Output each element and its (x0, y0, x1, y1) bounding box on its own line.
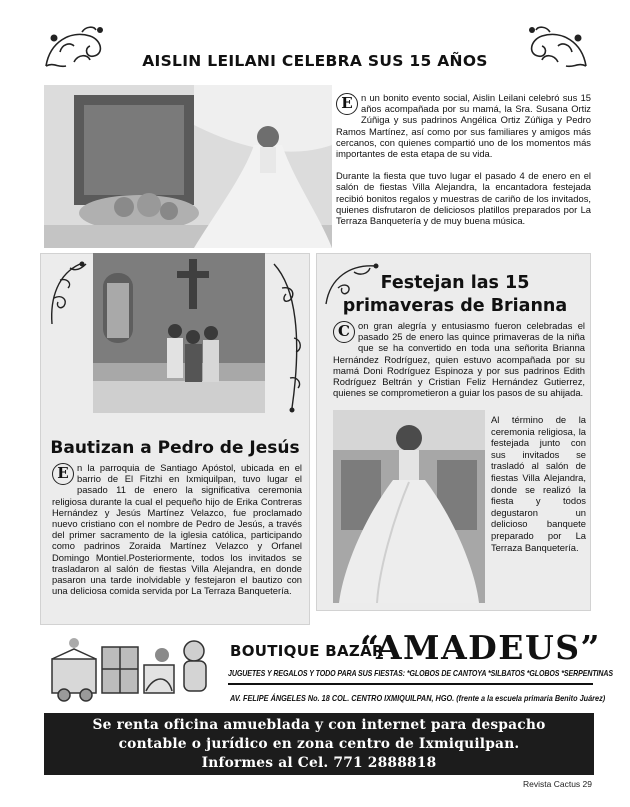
brianna-paragraph-2: Al término de la ceremonia religiosa, la festejada junto con sus invitados se trasladó al salón de fiestas Villa Alejandra, donde se realizó la fiesta y todos degustaron un delicioso banquete preparado por La Terraza Banquetería. (491, 414, 586, 553)
banner-line-3: Informes al Cel. 771 2888818 (201, 755, 437, 771)
bautizo-text (52, 462, 302, 596)
ad-boutique-label: BOUTIQUE BAZAR (230, 642, 384, 660)
banner-line-2: contable o jurídico en zona centro de Ixmiquilpan. (118, 736, 520, 752)
page-footer: Revista Cactus 29 (523, 779, 592, 789)
brianna-text (333, 320, 585, 398)
main-article-heading: AISLIN LEILANI CELEBRA SUS 15 AÑOS (142, 52, 488, 70)
brianna-headline (325, 272, 585, 318)
main-article-text (336, 92, 591, 226)
flourish-ornament-panel-left-right (266, 258, 308, 418)
brianna-headline-line-1: Festejan las 15 (380, 273, 530, 293)
brianna-text-2 (491, 414, 586, 553)
office-rent-banner (44, 713, 594, 775)
main-article-paragraph-2: Durante la fiesta que tuvo lugar el pasado 4 de enero en el salón de fiestas Villa Alejandra, la encantadora festejada recibió bonitos regalos y muestras de cariño de los invitados, quienes disfrutaron de deliciosos platillos preparados por La Terraza Banquetería y de muy buena música. (336, 170, 591, 227)
ad-divider (228, 683, 593, 685)
dropcap-c: C (333, 321, 355, 343)
brianna-photo (333, 410, 485, 603)
ad-address: AV. FELIPE ÁNGELES No. 18 COL. CENTRO IXMIQUILPAN, HGO. (frente a la escuela primaria Benito Juárez) (230, 693, 606, 703)
brianna-headline-line-2: primaveras de Brianna (342, 296, 568, 316)
bautizo-headline: Bautizan a Pedro de Jesús (50, 438, 300, 458)
toys-illustration-icon (44, 631, 219, 703)
ad-tagline: JUGUETES Y REGALOS Y TODO PARA SUS FIESTAS: *GLOBOS DE CANTOYA *SILBATOS *GLOBOS *SERPENTINAS (228, 668, 614, 678)
banner-line-1: Se renta oficina amueblada y con internet para despacho (92, 717, 546, 733)
brianna-paragraph-1: on gran alegría y entusiasmo fueron celebradas el pasado 25 de enero las quince primaveras de la niña que se ha convertido en toda una señorita Brianna Hernández Rodríguez, quien estuvo acompañada por su mamá Doni Rodríguez Espinoza y por sus padrinos Edith Rodríguez Beltrán y Cristian Feliz Hernández Gutierrez, quienes se comprometieron a guiar los pasos de su ahijada. (333, 320, 585, 399)
ad-brand-name: “AMADEUS” (360, 628, 602, 667)
main-article-paragraph-1: n un bonito evento social, Aislin Leilani celebró sus 15 años acompañada por su mamá, la Sra. Susana Ortiz Zúñiga y sus padrinos Angélica Ortiz Zúñiga y Pedro Ramos Martínez, así como por sus familiares y amigos más cercanos, con quienes compartió uno de los momentos más importantes de esta etapa de su vida. (336, 92, 591, 160)
bautizo-photo (93, 253, 265, 413)
quinceanera-photo (44, 85, 332, 248)
dropcap-e: E (52, 463, 74, 485)
dropcap-e: E (336, 93, 358, 115)
bautizo-paragraph: n la parroquia de Santiago Apóstol, ubicada en el barrio de El Fitzhi en Ixmiquilpan, tuvo lugar el pasado 11 de enero la significativa ceremonia religiosa durante la cual el pequeño hijo de Erika Contreras Hernández y Jesús Martínez Velazco, fue proclamado nuevo cristiano con el nombre de Pedro de Jesús, a través del primer sacramento de la iglesia católica, participando como padrinos Zoraida Martínez Velazco y Orfanel Domingo Montiel.Posteriormente, todos los invitados se trasladaron al salón de fiestas Villa Alejandra, en donde pasaron una tarde inolvidable y festejaron el bautizo con una deliciosa comida servida por La Terraza Banquetería. (52, 462, 302, 597)
flourish-ornament-panel-left-top (46, 258, 92, 328)
